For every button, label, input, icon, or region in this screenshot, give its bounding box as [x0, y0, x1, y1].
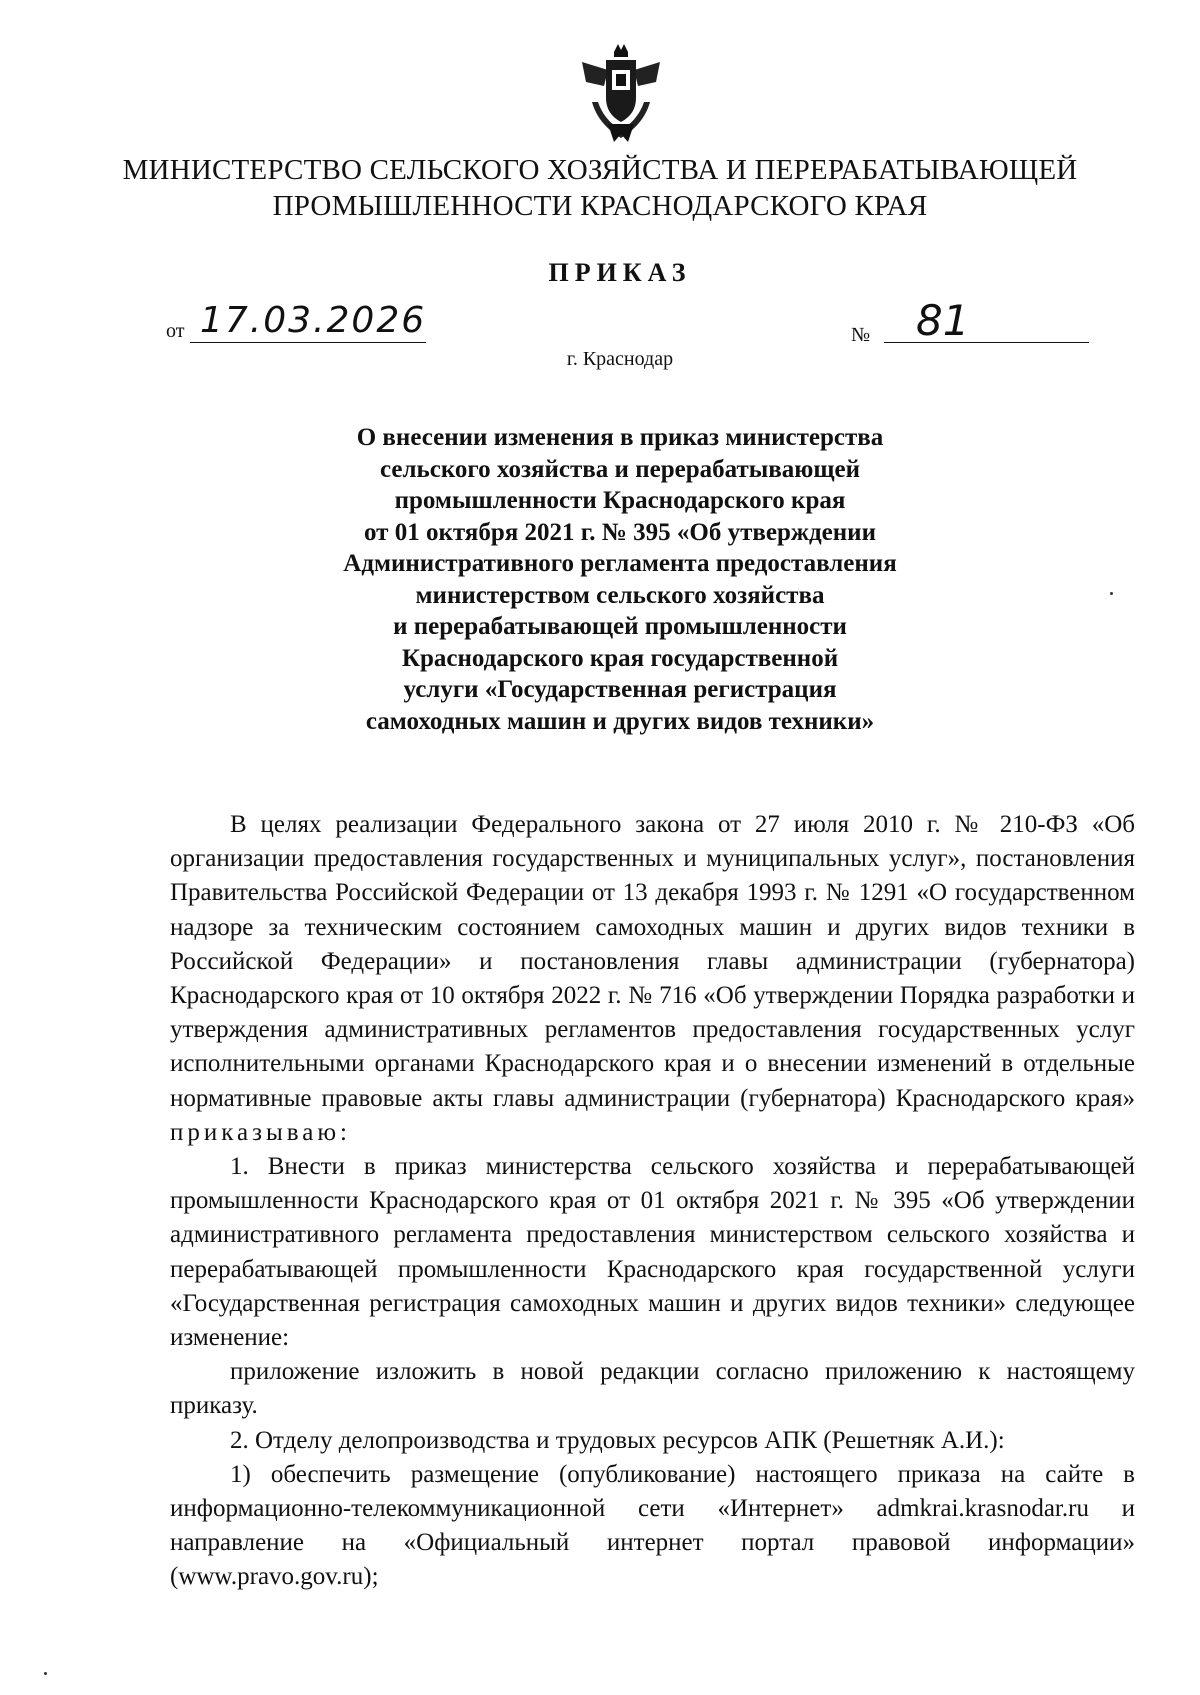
ministry-line-1: МИНИСТЕРСТВО СЕЛЬСКОГО ХОЗЯЙСТВА И ПЕРЕРАБАТЫВАЮЩЕЙ [122, 154, 1078, 186]
ministry-line-2: ПРОМЫШЛЕННОСТИ КРАСНОДАРСКОГО КРАЯ [272, 190, 928, 222]
item-2: 2. Отделу делопроизводства и трудовых ресурсов АПК (Решетняк А.И.): [230, 1426, 1005, 1454]
subject-line: Краснодарского края государственной [401, 644, 839, 672]
order-date: 17.03.2026 [200, 300, 427, 341]
subject-line: Административного регламента предоставления [343, 550, 897, 577]
subject-line: и перерабатывающей промышленности [393, 613, 847, 640]
subject-line: самоходных машин и других видов техники» [365, 707, 875, 735]
coat-of-arms-icon [578, 42, 664, 144]
subject-line: министерством сельского хозяйства [415, 581, 825, 609]
number-prefix: № [851, 324, 871, 346]
scan-speck [1110, 592, 1113, 595]
item-2-1: 1) обеспечить размещение (опубликование) настоящего приказа на сайте в информационно-телекоммуникационной сети «Интернет» admkrai.krasnodar.ru и направление на «Официальный интернет портал правовой информации» (www.pravo.gov.ru); [170, 1460, 1135, 1591]
order-title: ПРИКАЗ [548, 258, 692, 287]
city: г. Краснодар [566, 348, 674, 370]
subject-line: от 01 октября 2021 г. № 395 «Об утверждении [364, 518, 876, 546]
order-word: приказываю: [170, 1118, 351, 1146]
preamble-text: В целях реализации Федерального закона от 27 июля 2010 г. № 210-ФЗ «Об организации предоставления государственных и муниципальных услуг», постановления Правительства Российской Федерации от 13 декабря 1993 г. № 1291 «О государственном надзоре за техническим состоянием самоходных машин и других видов техники в Российской Федерации» и постановления главы администрации (губернатора) Краснодарского края от 10 октября 2022 г. № 716 «Об утверждении Порядка разработки и утверждения административных регламентов предоставления государственных услуг исполнительными органами Краснодарского края и о внесении изменений в отдельные нормативные правовые акты главы администрации (губернатора) Краснодарского края» [170, 811, 1135, 1112]
subject-line: сельского хозяйства и перерабатывающей [380, 455, 860, 483]
subject-line: услуги «Государственная регистрация [403, 676, 837, 703]
item-1-text: приложение изложить в новой редакции согласно приложению к настоящему приказу. [170, 1358, 1135, 1420]
order-subject [310, 422, 930, 737]
item-1: 1. Внести в приказ министерства сельского хозяйства и перерабатывающей промышленности Краснодарского края от 01 октября 2021 г. № 395 «Об утверждении административного регламента предоставления министерством сельского хозяйства и перерабатывающей промышленности Краснодарского края государственной услуги «Государственная регистрация самоходных машин и других видов техники» следующее изменение: [170, 1153, 1135, 1352]
date-prefix: от [166, 320, 185, 342]
number-underline [884, 342, 1089, 343]
order-number: 81 [916, 296, 970, 345]
ministry-name [120, 152, 1080, 224]
subject-line: О внесении изменения в приказ министерства [356, 424, 884, 451]
date-number-row [166, 296, 1086, 350]
date-underline [190, 342, 426, 343]
preamble-paragraph [170, 808, 1135, 1150]
scan-speck [44, 1672, 47, 1675]
subject-line: промышленности Краснодарского края [394, 487, 846, 514]
order-body [170, 808, 1135, 1595]
